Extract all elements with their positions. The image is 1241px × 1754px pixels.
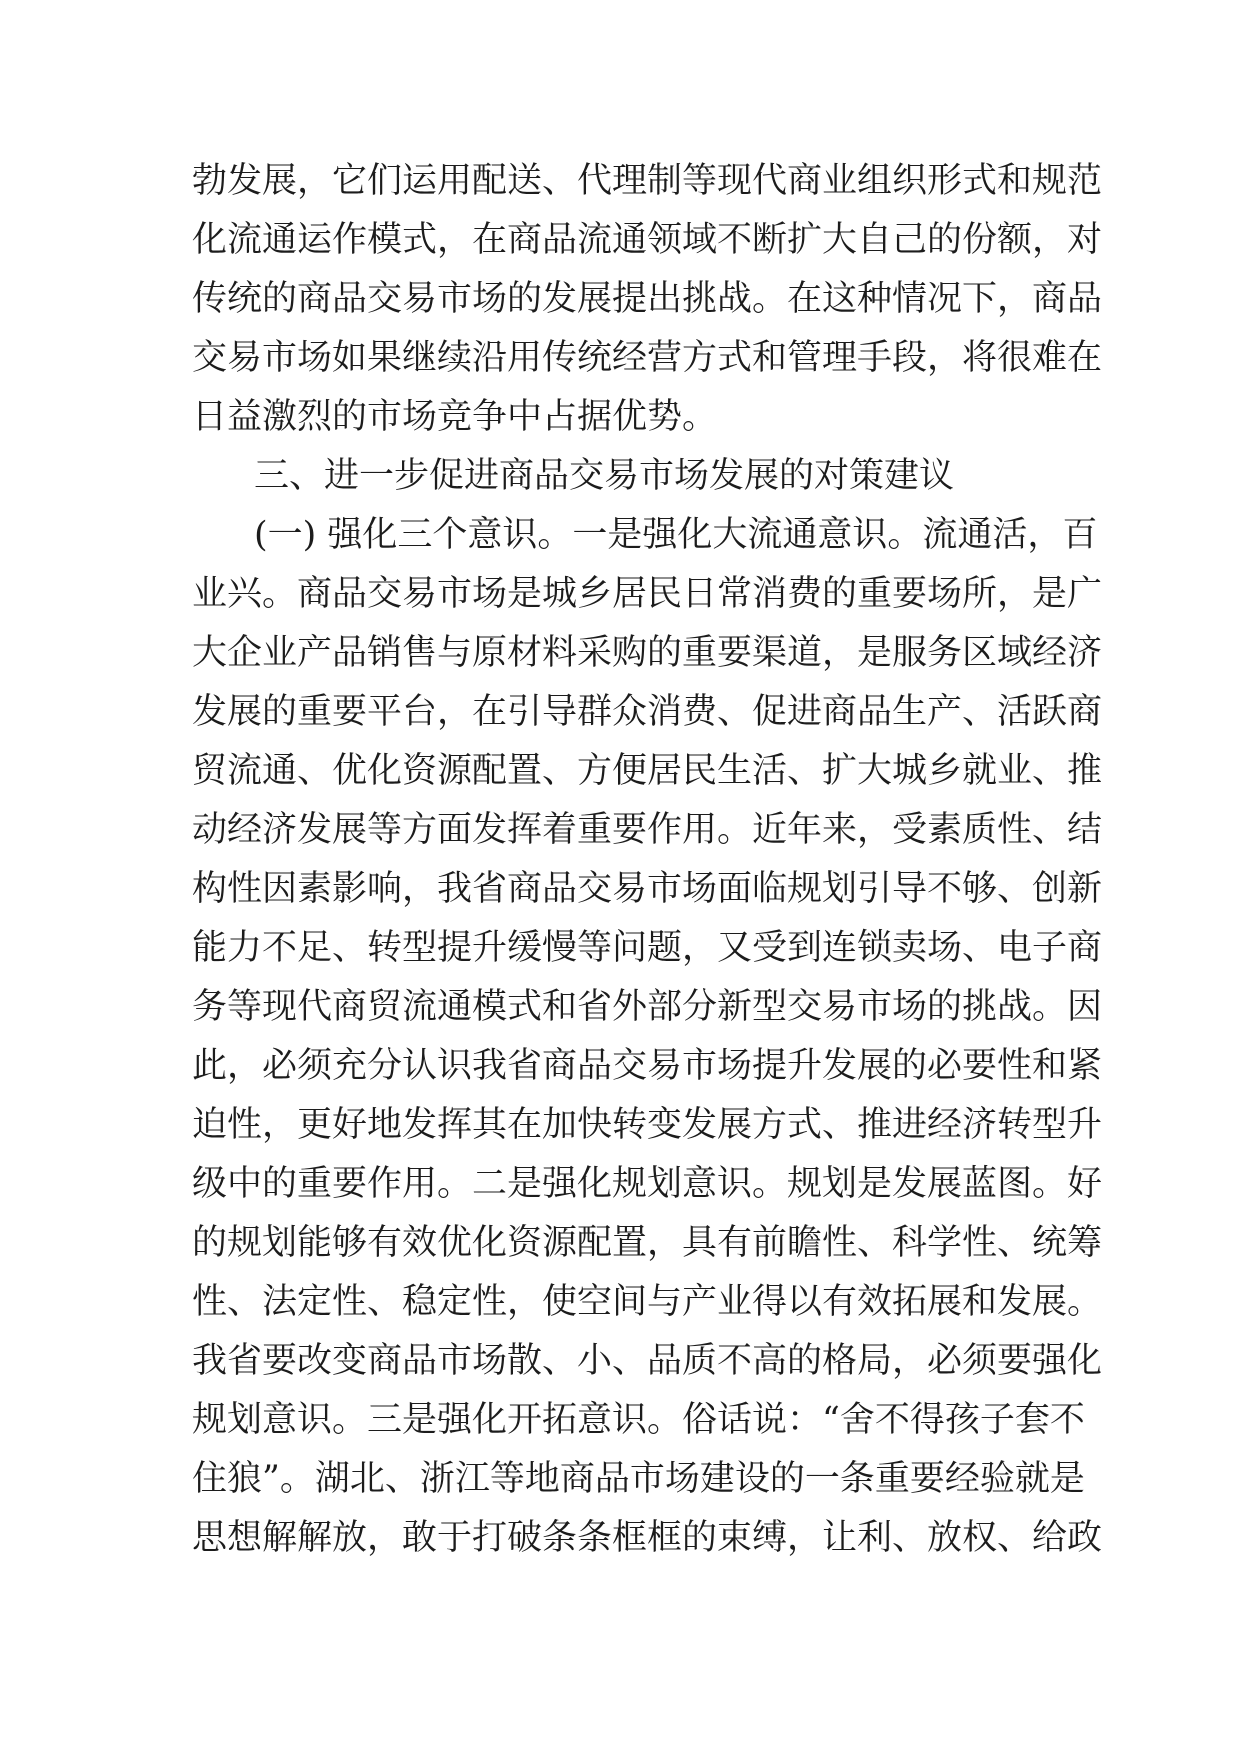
body-text	[192, 152, 1103, 1568]
text-line: 业兴。商品交易市场是城乡居民日常消费的重要场所，是广	[192, 574, 1103, 614]
text-line: 传统的商品交易市场的发展提出挑战。在这种情况下，商品	[192, 279, 1103, 319]
text-line: 构性因素影响，我省商品交易市场面临规划引导不够、创新	[192, 869, 1103, 909]
text-line: 大企业产品销售与原材料采购的重要渠道，是服务区域经济	[192, 633, 1103, 673]
text-line: (一) 强化三个意识。一是强化大流通意识。流通活，百	[254, 515, 1098, 555]
text-line: 日益激烈的市场竞争中占据优势。	[192, 397, 718, 437]
text-line: 发展的重要平台，在引导群众消费、促进商品生产、活跃商	[192, 692, 1103, 732]
text-line: 务等现代商贸流通模式和省外部分新型交易市场的挑战。因	[192, 987, 1103, 1027]
text-line: 交易市场如果继续沿用传统经营方式和管理手段，将很难在	[192, 338, 1103, 378]
text-line: 思想解解放，敢于打破条条框框的束缚，让利、放权、给政	[192, 1518, 1103, 1558]
text-line: 动经济发展等方面发挥着重要作用。近年来，受素质性、结	[192, 810, 1103, 850]
section-heading: 三、进一步促进商品交易市场发展的对策建议	[254, 456, 955, 496]
text-line: 勃发展，它们运用配送、代理制等现代商业组织形式和规范	[192, 161, 1103, 201]
text-line: 住狼”。湖北、浙江等地商品市场建设的一条重要经验就是	[192, 1459, 1085, 1499]
text-line: 化流通运作模式，在商品流通领域不断扩大自己的份额，对	[192, 220, 1103, 260]
text-line: 的规划能够有效优化资源配置，具有前瞻性、科学性、统筹	[192, 1223, 1103, 1263]
text-line: 迫性，更好地发挥其在加快转变发展方式、推进经济转型升	[192, 1105, 1103, 1145]
text-line: 级中的重要作用。二是强化规划意识。规划是发展蓝图。好	[192, 1164, 1103, 1204]
text-line: 规划意识。三是强化开拓意识。俗话说：“舍不得孩子套不	[192, 1400, 1085, 1440]
text-line: 能力不足、转型提升缓慢等问题，又受到连锁卖场、电子商	[192, 928, 1103, 968]
text-line: 性、法定性、稳定性，使空间与产业得以有效拓展和发展。	[192, 1282, 1103, 1322]
text-line: 我省要改变商品市场散、小、品质不高的格局，必须要强化	[192, 1341, 1103, 1381]
text-line: 贸流通、优化资源配置、方便居民生活、扩大城乡就业、推	[192, 751, 1103, 791]
text-line: 此，必须充分认识我省商品交易市场提升发展的必要性和紧	[192, 1046, 1103, 1086]
